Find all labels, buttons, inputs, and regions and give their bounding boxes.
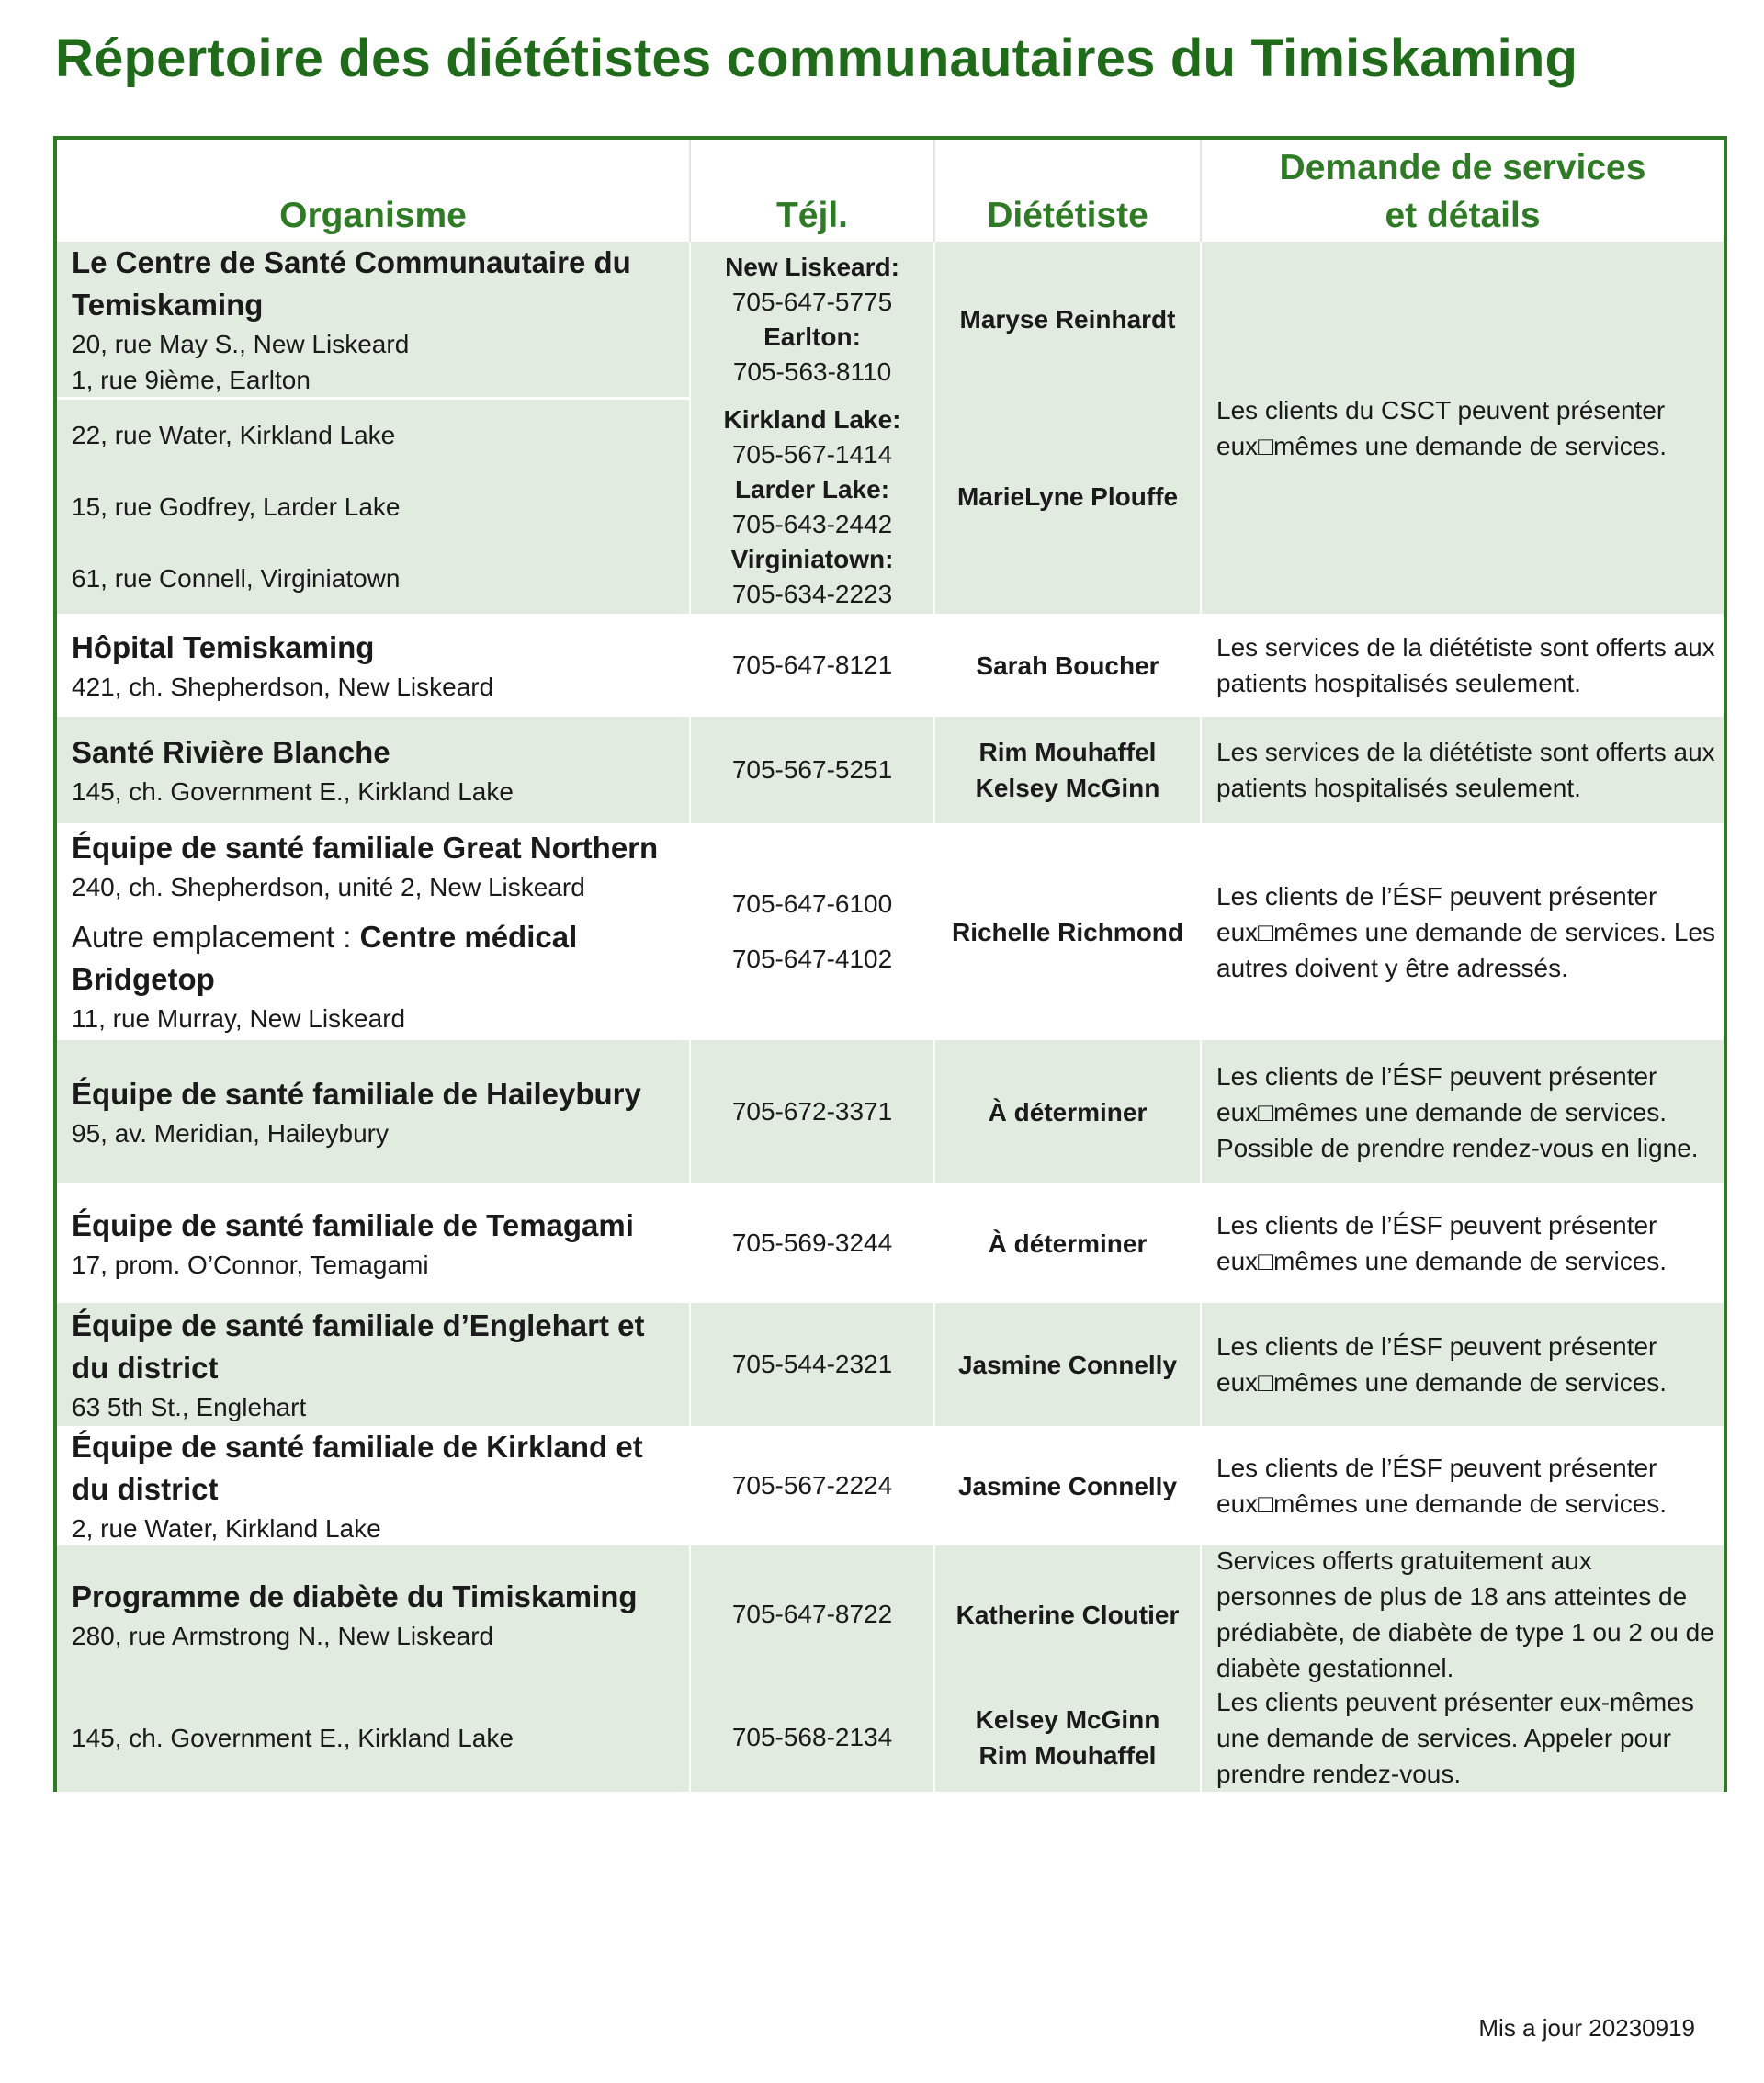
phone-number: 705-569-3244 <box>731 1228 893 1257</box>
org-name: Le Centre de Santé Communautaire du Temiskaming <box>72 244 631 322</box>
details-cell-riviere <box>1202 717 1724 823</box>
service-details: Les clients de l’ÉSF peuvent présenter eux□mêmes une demande de services. <box>1216 1211 1668 1275</box>
phone-number: 705-647-5775 <box>731 287 893 316</box>
org-name: Hôpital Temiskaming <box>72 629 375 664</box>
phone-number: 705-647-6100 <box>731 889 893 918</box>
update-date: Mis a jour 20230919 <box>1478 2014 1695 2042</box>
dietitian-cell-great-northern <box>935 823 1200 1040</box>
org-address: 20, rue May S., New Liskeard <box>72 329 410 358</box>
service-details: Les clients de l’ÉSF peuvent présenter eux□mêmes une demande de services. Possible de prendre rendez-vous en ligne. <box>1216 1061 1699 1162</box>
org-name: Équipe de santé familiale de Kirkland et du district <box>72 1429 643 1506</box>
details-cell-diabete-kirkland <box>1202 1683 1724 1792</box>
org-cell-diabete <box>57 1545 689 1683</box>
phone-cell-englehart <box>691 1303 933 1426</box>
dietitian-cell-diabete-kirkland <box>935 1683 1200 1792</box>
org-cell-csct <box>57 242 689 397</box>
phone-number: 705-672-3371 <box>731 1097 893 1126</box>
phone-cell-diabete <box>691 1545 933 1683</box>
service-details: Les services de la diététiste sont offerts aux patients hospitalisés seulement. <box>1216 633 1715 697</box>
phone-cell-temagami <box>691 1183 933 1303</box>
alternate-location: Autre emplacement : Centre médical Bridgetop <box>72 920 578 996</box>
phone-cell-kirkland <box>691 1426 933 1545</box>
details-cell-csct <box>1202 242 1724 614</box>
org-name: Équipe de santé familiale d’Englehart et du district <box>72 1308 645 1385</box>
org-cell-hopital <box>57 614 689 717</box>
page-title: Répertoire des diététistes communautaires du Timiskaming <box>55 28 1578 88</box>
dietitian-name: Jasmine Connelly <box>957 1471 1178 1500</box>
dietitian-name: Katherine Cloutier <box>956 1600 1180 1629</box>
phone-cell-hopital <box>691 614 933 717</box>
org-cell-great-northern <box>57 823 689 1040</box>
phone-number: 705-567-5251 <box>731 755 893 784</box>
phone-cell-csct: New Liskeard: 705-647-5775 Earlton: 705-563-8110 <box>691 242 933 397</box>
org-cell-haileybury <box>57 1040 689 1183</box>
directory-table <box>53 136 1727 1792</box>
dietitian-cell-diabete <box>935 1545 1200 1683</box>
details-cell-hopital <box>1202 614 1724 717</box>
dietitian-cell-csct-sites <box>935 400 1200 614</box>
org-address: 22, rue Water, Kirkland Lake <box>72 421 396 450</box>
phone-number: 705-634-2223 <box>731 579 893 608</box>
dietitian-cell-kirkland <box>935 1426 1200 1545</box>
org-cell-temagami <box>57 1183 689 1303</box>
org-name: Équipe de santé familiale Great Northern <box>72 831 659 865</box>
org-address: 240, ch. Shepherdson, unité 2, New Liskeard <box>72 873 585 901</box>
org-cell-kirkland <box>57 1426 689 1545</box>
service-details: Les services de la diététiste sont offerts aux patients hospitalisés seulement. <box>1216 738 1715 802</box>
dietitian-cell-hopital <box>935 614 1200 717</box>
phone-number: 705-567-2224 <box>731 1471 893 1500</box>
service-details: Les clients de l’ÉSF peuvent présenter eux□mêmes une demande de services. Les autres doivent y être adressés. <box>1216 881 1715 982</box>
header-dietetiste: Diététiste <box>987 196 1148 235</box>
dietitian-name: Kelsey McGinn <box>975 774 1160 802</box>
dietitian-cell-csct <box>935 242 1200 397</box>
org-cell-riviere <box>57 717 689 823</box>
details-cell-temagami <box>1202 1183 1724 1303</box>
phone-cell-csct-sites: Kirkland Lake: 705-567-1414 Larder Lake: 705-643-2442 Virginiatown: 705-634-2223 <box>691 400 933 614</box>
org-address: 95, av. Meridian, Haileybury <box>72 1118 389 1148</box>
dietitian-cell-haileybury <box>935 1040 1200 1183</box>
org-address: 145, ch. Government E., Kirkland Lake <box>72 1723 514 1752</box>
service-details: Les clients peuvent présenter eux-mêmes une demande de services. Appeler pour prendre rendez-vous. <box>1216 1687 1694 1788</box>
dietitian-name: Jasmine Connelly <box>957 1350 1178 1379</box>
phone-cell-diabete-kirkland <box>691 1683 933 1792</box>
details-cell-great-northern <box>1202 823 1724 1040</box>
phone-cell-riviere <box>691 717 933 823</box>
service-details: Les clients de l’ÉSF peuvent présenter eux□mêmes une demande de services. <box>1216 1332 1668 1397</box>
org-name: Santé Rivière Blanche <box>72 734 390 769</box>
org-address: 1, rue 9ième, Earlton <box>72 365 311 394</box>
org-cell-diabete-kirkland <box>57 1683 689 1792</box>
header-organisme: Organisme <box>279 196 467 235</box>
dietitian-name: À déterminer <box>988 1097 1148 1126</box>
dietitian-name: À déterminer <box>988 1228 1148 1258</box>
details-cell-kirkland <box>1202 1426 1724 1545</box>
dietitian-name: Kelsey McGinn <box>975 1705 1160 1734</box>
phone-number: 705-647-8722 <box>731 1600 893 1628</box>
details-cell-englehart <box>1202 1303 1724 1426</box>
service-details: Les clients du CSCT peuvent présenter eux□mêmes une demande de services. <box>1216 395 1668 460</box>
org-name: Programme de diabète du Timiskaming <box>72 1579 638 1613</box>
service-details: Services offerts gratuitement aux personnes de plus de 18 ans atteintes de prédiabète, de diabète de type 1 ou 2 ou de diabète gestationnel. <box>1216 1546 1714 1682</box>
org-address: 11, rue Murray, New Liskeard <box>72 1004 406 1033</box>
phone-number: 705-563-8110 <box>732 357 892 386</box>
dietitian-cell-riviere <box>935 717 1200 823</box>
org-address: 421, ch. Shepherdson, New Liskeard <box>72 672 494 701</box>
dietitian-name: MarieLyne Plouffe <box>956 482 1179 511</box>
org-address: 61, rue Connell, Virginiatown <box>72 563 401 593</box>
org-address: 280, rue Armstrong N., New Liskeard <box>72 1621 494 1650</box>
details-cell-diabete <box>1202 1545 1724 1683</box>
dietitian-cell-temagami <box>935 1183 1200 1303</box>
dietitian-cell-englehart <box>935 1303 1200 1426</box>
dietitian-name: Sarah Boucher <box>976 651 1159 680</box>
dietitian-name: Rim Mouhaffel <box>978 738 1157 766</box>
dietitian-name: Rim Mouhaffel <box>978 1741 1157 1770</box>
header-demande: Demande de services et détails <box>1279 148 1646 235</box>
phone-number: 705-647-4102 <box>731 945 893 973</box>
header-tel: Téjl. <box>775 196 849 235</box>
phone-number: 705-567-1414 <box>731 439 893 469</box>
org-address: 2, rue Water, Kirkland Lake <box>72 1513 381 1543</box>
details-cell-haileybury <box>1202 1040 1724 1183</box>
org-name: Équipe de santé familiale de Temagami <box>72 1207 634 1242</box>
phone-cell-haileybury <box>691 1040 933 1183</box>
phone-cell-great-northern <box>691 823 933 1040</box>
dietitian-name: Richelle Richmond <box>951 917 1184 946</box>
org-cell-englehart <box>57 1303 689 1426</box>
org-name: Équipe de santé familiale de Haileybury <box>72 1076 641 1111</box>
org-address: 63 5th St., Englehart <box>72 1392 307 1421</box>
phone-number: 705-544-2321 <box>731 1350 893 1378</box>
org-address: 17, prom. O’Connor, Temagami <box>72 1250 429 1279</box>
phone-number: 705-568-2134 <box>731 1723 893 1751</box>
org-address: 145, ch. Government E., Kirkland Lake <box>72 776 514 806</box>
org-address: 15, rue Godfrey, Larder Lake <box>72 492 401 521</box>
phone-number: 705-643-2442 <box>731 509 893 538</box>
phone-number: 705-647-8121 <box>731 651 893 679</box>
dietitian-name: Maryse Reinhardt <box>959 305 1176 334</box>
service-details: Les clients de l’ÉSF peuvent présenter eux□mêmes une demande de services. <box>1216 1454 1668 1518</box>
org-cell-csct-sites <box>57 400 689 614</box>
